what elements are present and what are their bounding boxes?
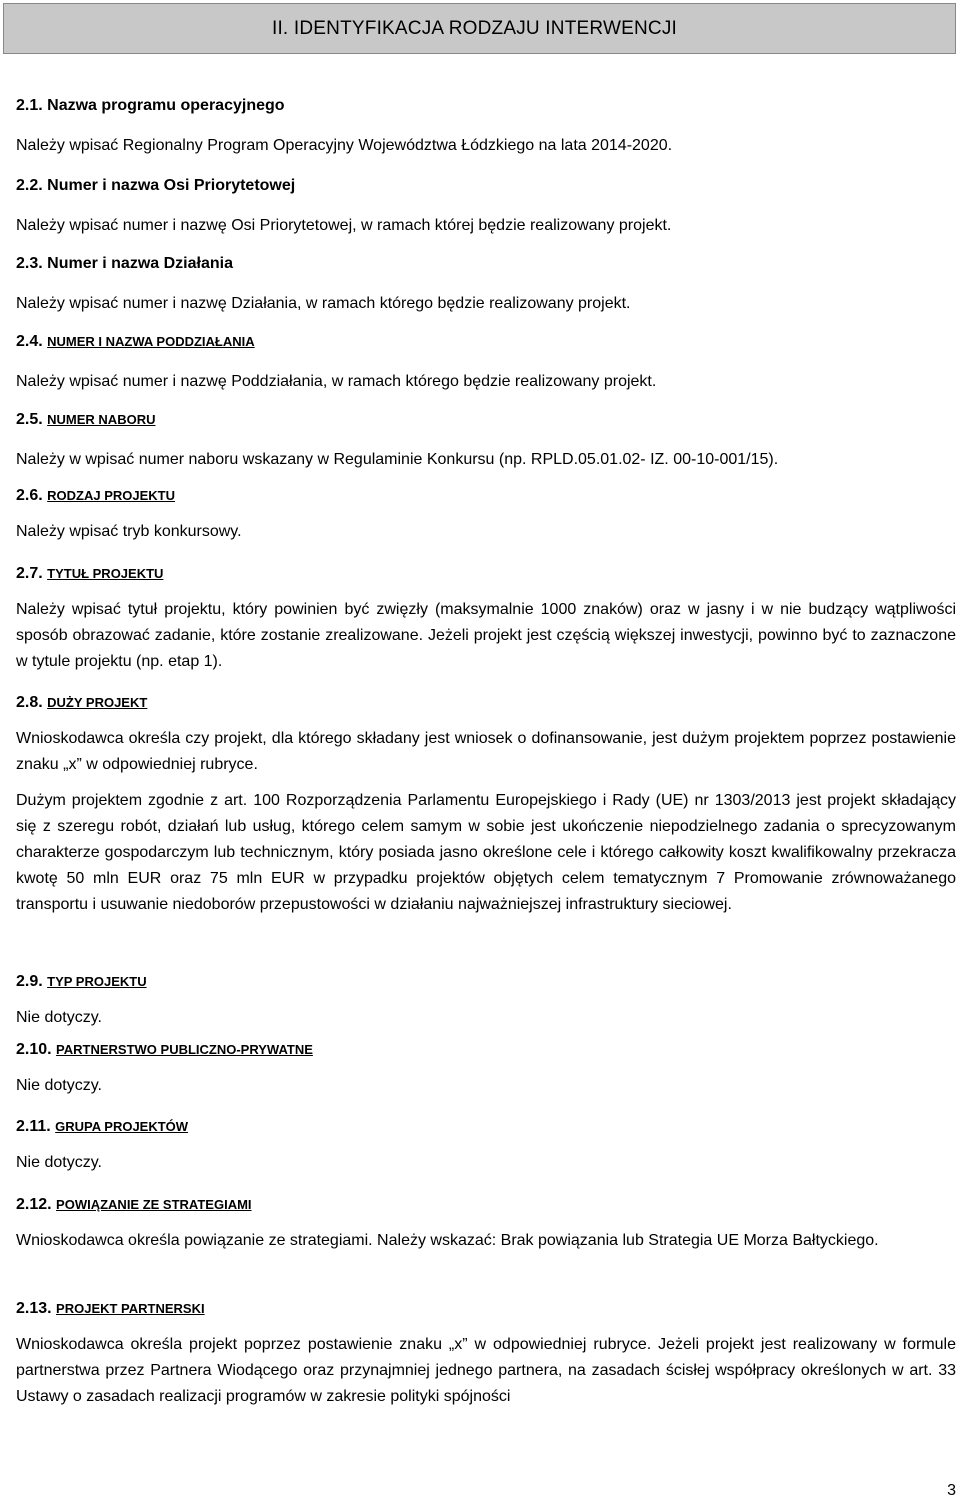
section-paragraph: Należy wpisać numer i nazwę Poddziałania, w ramach którego będzie realizowany projekt. [16,373,657,390]
section-heading: 2.7. TYTUŁ PROJEKTU [16,565,164,582]
section-heading: 2.3. Numer i nazwa Działania [16,255,233,272]
section-header-bar [3,3,956,54]
page-number: 3 [947,1482,956,1499]
section-2-9 [16,971,956,1031]
section-paragraph: Nie dotyczy. [16,1077,102,1094]
section-2-6 [16,485,956,545]
section-2-3 [16,253,956,317]
section-heading: 2.11. GRUPA PROJEKTÓW [16,1118,189,1135]
section-paragraph: Wnioskodawca określa projekt poprzez postawienie znaku „x” w odpowiedniej rubryce. Jeżeli projekt jest realizowany w formule partnerstwa przez Partnera Wiodącego oraz przynajmniej jednego partnera, na zasadach ścisłej współpracy określonych w art. 33 Ustawy o zasadach realizacji programów w zakresie polityki spójności [16,1336,956,1405]
section-heading: 2.2. Numer i nazwa Osi Priorytetowej [16,177,296,194]
section-2-11 [16,1116,956,1176]
section-heading: 2.1. Nazwa programu operacyjnego [16,97,285,114]
section-2-12 [16,1194,956,1254]
section-heading: 2.8. DUŻY PROJEKT [16,694,148,711]
section-paragraph: Należy wpisać numer i nazwę Osi Priorytetowej, w ramach której będzie realizowany projekt. [16,217,672,234]
section-heading: 2.6. RODZAJ PROJEKTU [16,487,175,504]
section-heading: 2.9. TYP PROJEKTU [16,973,147,990]
section-heading: 2.10. PARTNERSTWO PUBLICZNO-PRYWATNE [16,1041,313,1058]
section-paragraph: Dużym projektem zgodnie z art. 100 Rozporządzenia Parlamentu Europejskiego i Rady (UE) nr 1303/2013 jest projekt składający się z szeregu robót, działań lub usług, którego celem samym w sobie jest ukończenie niepodzielnego zadania o sprecyzowanym charakterze gospodarczym lub technicznym, który posiada jasno określone cele i którego całkowity koszt kwalifikowalny przekracza kwotę 50 mln EUR oraz 75 mln EUR w przypadku projektów objętych celem tematycznym 7 Promowanie zrównoważanego transportu i usuwanie niedoborów przepustowości w działaniu najważniejszej infrastruktury sieciowej. [16,792,956,913]
section-paragraph: Należy wpisać numer i nazwę Działania, w ramach którego będzie realizowany projekt. [16,295,631,312]
section-paragraph: Należy wpisać tryb konkursowy. [16,523,242,540]
section-heading: 2.4. NUMER I NAZWA PODDZIAŁANIA [16,333,255,350]
section-2-7 [16,563,956,675]
section-2-2 [16,175,956,239]
section-paragraph: Nie dotyczy. [16,1009,102,1026]
section-header-title: II. IDENTYFIKACJA RODZAJU INTERWENCJI [271,17,677,39]
section-2-8 [16,692,956,918]
section-2-10 [16,1039,956,1099]
section-2-4 [16,331,956,395]
section-2-5 [16,409,956,473]
section-heading: 2.13. PROJEKT PARTNERSKI [16,1300,205,1317]
section-heading: 2.12. POWIĄZANIE ZE STRATEGIAMI [16,1196,252,1213]
section-heading: 2.5. NUMER NABORU [16,411,156,428]
section-2-1 [16,95,956,159]
section-paragraph: Nie dotyczy. [16,1154,102,1171]
section-2-13 [16,1298,956,1410]
section-paragraph: Wnioskodawca określa powiązanie ze strategiami. Należy wskazać: Brak powiązania lub Strategia UE Morza Bałtyckiego. [16,1232,879,1249]
section-paragraph: Należy wpisać tytuł projektu, który powinien być zwięzły (maksymalnie 1000 znaków) oraz w jasny i w nie budzący wątpliwości sposób obrazować zadanie, które zostanie zrealizowane. Jeżeli projekt jest częścią większej inwestycji, powinno być to zaznaczone w tytule projektu (np. etap 1). [16,601,956,670]
section-paragraph: Wnioskodawca określa czy projekt, dla którego składany jest wniosek o dofinansowanie, jest dużym projektem poprzez postawienie znaku „x” w odpowiedniej rubryce. [16,730,956,773]
section-paragraph: Należy wpisać Regionalny Program Operacyjny Województwa Łódzkiego na lata 2014-2020. [16,137,673,154]
section-paragraph: Należy w wpisać numer naboru wskazany w Regulaminie Konkursu (np. RPLD.05.01.02- IZ. 00-10-001/15). [16,451,779,468]
